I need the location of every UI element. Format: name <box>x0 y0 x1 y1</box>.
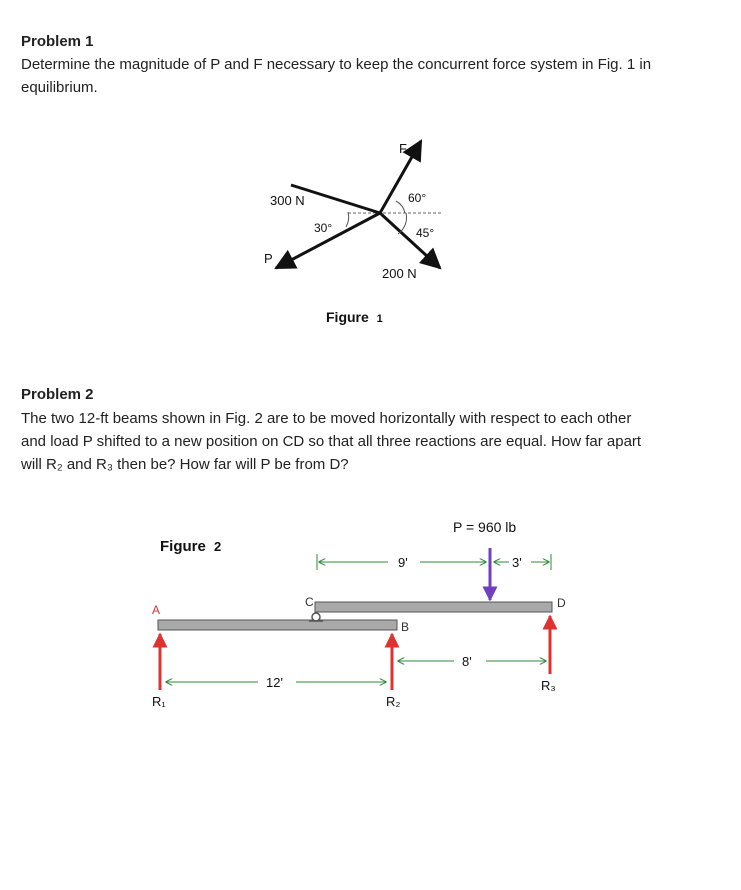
angle-label-30: 30° <box>314 221 333 235</box>
load-P-label: P = 960 lb <box>453 519 517 535</box>
figure2-caption <box>160 538 221 555</box>
label-B: B <box>401 620 410 634</box>
label-D: D <box>557 596 566 610</box>
figure1-caption-word: Figure <box>326 309 369 325</box>
problem1-heading: Problem 1 <box>21 33 94 50</box>
force-200N-arrow <box>380 213 440 268</box>
problem2-heading: Problem 2 <box>21 386 94 403</box>
angle-arc-30 <box>346 212 349 227</box>
label-A: A <box>152 603 161 617</box>
dim-3-label: 3' <box>512 555 522 570</box>
problem1-text: Determine the magnitude of P and F necessary to keep the concurrent force system in Fig. 1 in equilibrium. <box>21 56 652 96</box>
label-R3: R₃ <box>541 678 556 693</box>
label-R1: R₁ <box>152 694 166 709</box>
figure1-caption <box>326 309 383 325</box>
support-roller-C <box>312 613 320 621</box>
dim-12-label: 12' <box>266 675 283 690</box>
problem2-text-line2: and load P shifted to a new position on CD so that all three reactions are equal. How far apart <box>21 433 642 450</box>
figure1-caption-number: 1 <box>376 313 383 325</box>
label-R2: R₂ <box>386 694 401 709</box>
label-300N: 300 N <box>270 193 305 208</box>
problem2-text-line1: The two 12-ft beams shown in Fig. 2 are to be moved horizontally with respect to each other <box>21 410 632 427</box>
figure2-caption-number: 2 <box>214 539 222 554</box>
beam-CD <box>315 602 552 612</box>
label-C: C <box>305 595 314 609</box>
problem2-text-line3: will R₂ and R₃ then be? How far will P be from D? <box>21 456 349 473</box>
figure2-caption-word: Figure <box>160 538 206 555</box>
angle-arc-60 <box>396 201 405 213</box>
beam-AB <box>158 620 397 630</box>
figure1 <box>264 141 442 325</box>
figure2 <box>152 519 566 709</box>
dim-9-label: 9' <box>398 555 408 570</box>
angle-label-60: 60° <box>408 191 427 205</box>
label-P: P <box>264 251 273 266</box>
label-F: F <box>399 141 407 156</box>
dim-8-label: 8' <box>462 654 472 669</box>
label-200N: 200 N <box>382 266 417 281</box>
angle-label-45: 45° <box>416 226 435 240</box>
